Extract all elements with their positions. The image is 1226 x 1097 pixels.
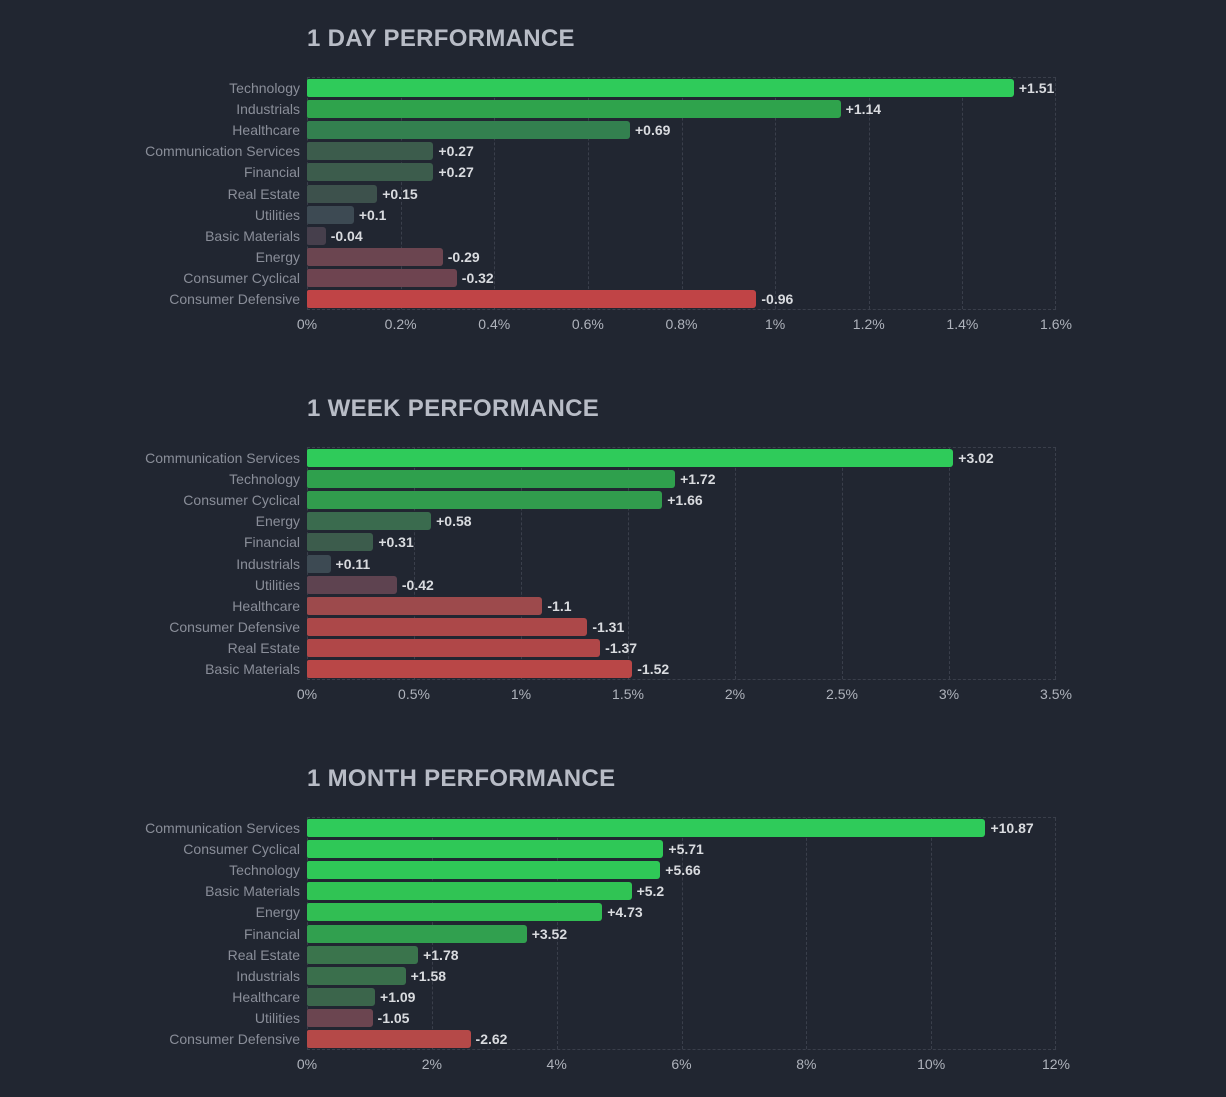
value-label: +0.69 xyxy=(635,121,671,138)
plot-area-1-week xyxy=(145,447,1056,680)
bar-row xyxy=(145,817,1056,838)
category-label: Communication Services xyxy=(145,143,300,160)
bar-row xyxy=(229,77,1056,98)
bar-row xyxy=(243,923,1056,944)
category-label: Utilities xyxy=(254,206,300,223)
value-label: -1.52 xyxy=(637,661,670,678)
bar-row xyxy=(254,574,1056,595)
category-label: Healthcare xyxy=(232,989,300,1006)
category-label: Consumer Defensive xyxy=(169,1031,300,1048)
bar-row xyxy=(227,638,1056,659)
bar-row xyxy=(255,511,1056,532)
bar-row xyxy=(243,532,1056,553)
axis-tick-label: 1% xyxy=(765,316,786,332)
value-label: +1.09 xyxy=(380,989,416,1006)
value-label: +5.66 xyxy=(665,861,701,878)
performance-bar[interactable] xyxy=(307,1030,471,1048)
category-label: Technology xyxy=(229,79,300,96)
chart-1-week-performance xyxy=(0,370,1072,740)
performance-bar[interactable] xyxy=(307,512,431,530)
category-label: Utilities xyxy=(254,576,300,593)
performance-bar[interactable] xyxy=(307,1009,373,1027)
bar-row xyxy=(145,447,1056,468)
category-label: Financial xyxy=(243,164,300,181)
performance-bar[interactable] xyxy=(307,185,377,203)
category-label: Industrials xyxy=(236,967,300,984)
value-label: +3.52 xyxy=(531,925,568,942)
category-label: Consumer Defensive xyxy=(169,619,300,636)
bar-rows-1-week xyxy=(145,447,1056,680)
bar-row xyxy=(183,489,1056,510)
value-label: +0.15 xyxy=(382,185,418,202)
category-label: Energy xyxy=(255,513,300,530)
performance-bar[interactable] xyxy=(307,290,756,308)
category-label: Real Estate xyxy=(227,185,300,202)
bar-row xyxy=(254,1008,1056,1029)
category-label: Consumer Cyclical xyxy=(183,840,300,857)
category-label: Basic Materials xyxy=(205,883,300,900)
value-label: -1.05 xyxy=(377,1010,410,1027)
bar-row xyxy=(205,881,1056,902)
value-label: -0.42 xyxy=(401,576,434,593)
bar-row xyxy=(232,595,1056,616)
bar-row xyxy=(227,183,1056,204)
category-label: Real Estate xyxy=(227,946,300,963)
bar-rows-1-month xyxy=(145,817,1056,1050)
performance-bar[interactable] xyxy=(307,555,331,573)
axis-tick-label: 1.5% xyxy=(612,686,644,702)
value-label: +1.58 xyxy=(410,967,447,984)
axis-tick-label: 1.4% xyxy=(946,316,979,332)
performance-bar[interactable] xyxy=(307,819,985,837)
performance-bar[interactable] xyxy=(307,533,373,551)
bar-row xyxy=(232,119,1056,140)
value-label: +5.71 xyxy=(668,840,704,857)
value-label: +0.58 xyxy=(436,513,472,530)
axis-tick-label: 2% xyxy=(421,1056,442,1072)
plot-area-1-day xyxy=(145,77,1056,310)
axis-tick-label: 3% xyxy=(938,686,960,702)
performance-bar[interactable] xyxy=(307,618,587,636)
bar-row xyxy=(243,162,1056,183)
value-label: +0.11 xyxy=(335,555,371,572)
bar-row xyxy=(255,247,1056,268)
bar-row xyxy=(205,659,1056,680)
value-label: +1.14 xyxy=(845,100,882,117)
value-label: -1.37 xyxy=(605,640,638,657)
performance-bar[interactable] xyxy=(307,946,418,964)
bar-row xyxy=(183,838,1056,859)
performance-bar[interactable] xyxy=(307,903,602,921)
axis-tick-label: 3.5% xyxy=(1040,686,1072,702)
value-label: +3.02 xyxy=(958,449,994,466)
category-label: Technology xyxy=(229,470,300,487)
value-label: +1.66 xyxy=(667,491,703,508)
value-label: +1.72 xyxy=(680,470,716,487)
axis-tick-label: 2.5% xyxy=(826,686,858,702)
value-label: +10.87 xyxy=(990,819,1034,836)
plot-area-1-month xyxy=(145,817,1056,1050)
value-label: +0.27 xyxy=(438,143,474,160)
axis-tick-label: 0% xyxy=(296,316,318,332)
axis-tick-label: 2% xyxy=(724,686,746,702)
category-label: Basic Materials xyxy=(205,227,300,244)
value-label: +1.51 xyxy=(1018,79,1055,96)
performance-bar[interactable] xyxy=(307,449,953,467)
axis-tick-label: 0.8% xyxy=(665,316,698,332)
performance-bar[interactable] xyxy=(307,988,375,1006)
chart-title-1-week: 1 WEEK PERFORMANCE xyxy=(307,395,600,422)
bar-row xyxy=(145,141,1056,162)
category-label: Consumer Cyclical xyxy=(183,491,300,508)
bar-row xyxy=(205,225,1056,246)
category-label: Technology xyxy=(229,861,300,878)
bar-rows-1-day xyxy=(145,77,1056,310)
performance-bar[interactable] xyxy=(307,206,354,224)
performance-bar[interactable] xyxy=(307,882,632,900)
category-label: Basic Materials xyxy=(205,661,300,678)
performance-bar[interactable] xyxy=(307,660,632,678)
value-label: +0.31 xyxy=(378,534,414,551)
performance-bar[interactable] xyxy=(307,269,457,287)
value-label: -1.1 xyxy=(547,597,572,614)
performance-bar[interactable] xyxy=(307,163,433,181)
bar-row xyxy=(169,289,1056,310)
category-label: Communication Services xyxy=(145,449,300,466)
performance-bar[interactable] xyxy=(307,491,662,509)
value-label: -0.29 xyxy=(447,249,480,266)
category-label: Healthcare xyxy=(232,597,300,614)
axis-tick-label: 0% xyxy=(296,686,318,702)
axis-tick-label: 0.6% xyxy=(571,316,604,332)
performance-bar[interactable] xyxy=(307,248,443,266)
axis-tick-label: 0.2% xyxy=(384,316,417,332)
performance-bar[interactable] xyxy=(307,121,630,139)
axis-tick-label: 10% xyxy=(917,1056,946,1072)
category-label: Industrials xyxy=(236,555,300,572)
bar-row xyxy=(254,204,1056,225)
chart-title-1-month: 1 MONTH PERFORMANCE xyxy=(307,765,616,792)
category-label: Real Estate xyxy=(227,640,300,657)
performance-bar[interactable] xyxy=(307,100,841,118)
bar-row xyxy=(229,468,1056,489)
axis-tick-label: 0% xyxy=(296,1056,318,1072)
category-label: Financial xyxy=(243,925,300,942)
category-label: Consumer Cyclical xyxy=(183,270,300,287)
bar-row xyxy=(236,98,1056,119)
category-label: Energy xyxy=(255,249,300,266)
performance-bar[interactable] xyxy=(307,967,406,985)
value-label: -1.31 xyxy=(592,619,625,636)
bar-row xyxy=(232,987,1056,1008)
category-label: Financial xyxy=(243,534,300,551)
axis-tick-label: 8% xyxy=(796,1056,817,1072)
chart-1-month-performance xyxy=(0,740,1071,1097)
category-label: Consumer Defensive xyxy=(169,291,300,308)
performance-bar[interactable] xyxy=(307,639,600,657)
value-label: -2.62 xyxy=(475,1031,508,1048)
performance-bar[interactable] xyxy=(307,470,675,488)
value-label: +0.1 xyxy=(358,206,387,223)
axis-tick-label: 1.2% xyxy=(852,316,885,332)
performance-bar[interactable] xyxy=(307,840,663,858)
performance-bar[interactable] xyxy=(307,597,542,615)
axis-tick-label: 0.5% xyxy=(398,686,430,702)
value-label: -0.96 xyxy=(761,291,794,308)
bar-row xyxy=(227,944,1056,965)
axis-tick-label: 4% xyxy=(546,1056,567,1072)
value-label: -0.04 xyxy=(330,227,363,244)
axis-tick-label: 12% xyxy=(1041,1056,1071,1072)
chart-title-1-day: 1 DAY PERFORMANCE xyxy=(307,25,575,52)
performance-bar[interactable] xyxy=(307,861,660,879)
category-label: Communication Services xyxy=(145,819,300,836)
x-axis-1-month xyxy=(296,1056,1071,1074)
category-label: Utilities xyxy=(254,1010,300,1027)
category-label: Healthcare xyxy=(232,121,300,138)
bar-row xyxy=(183,268,1056,289)
axis-tick-label: 6% xyxy=(671,1056,692,1072)
value-label: +4.73 xyxy=(607,904,643,921)
value-label: +0.27 xyxy=(438,164,474,181)
x-axis-1-week xyxy=(296,686,1072,704)
performance-bar[interactable] xyxy=(307,79,1014,97)
value-label: +1.78 xyxy=(423,946,459,963)
bar-row xyxy=(229,859,1056,880)
bar-row xyxy=(236,553,1056,574)
performance-bar[interactable] xyxy=(307,142,433,160)
category-label: Energy xyxy=(255,904,300,921)
value-label: +5.2 xyxy=(636,883,665,900)
bar-row xyxy=(169,617,1056,638)
bar-row xyxy=(236,965,1056,986)
axis-tick-label: 0.4% xyxy=(478,316,511,332)
axis-tick-label: 1% xyxy=(510,686,532,702)
performance-bar[interactable] xyxy=(307,576,397,594)
performance-bar[interactable] xyxy=(307,227,326,245)
axis-tick-label: 1.6% xyxy=(1040,316,1072,332)
x-axis-1-day xyxy=(296,316,1072,334)
category-label: Industrials xyxy=(236,100,300,117)
value-label: -0.32 xyxy=(461,270,494,287)
chart-1-day-performance xyxy=(0,0,1072,370)
performance-bar[interactable] xyxy=(307,925,527,943)
bar-row xyxy=(255,902,1056,923)
bar-row xyxy=(169,1029,1056,1050)
